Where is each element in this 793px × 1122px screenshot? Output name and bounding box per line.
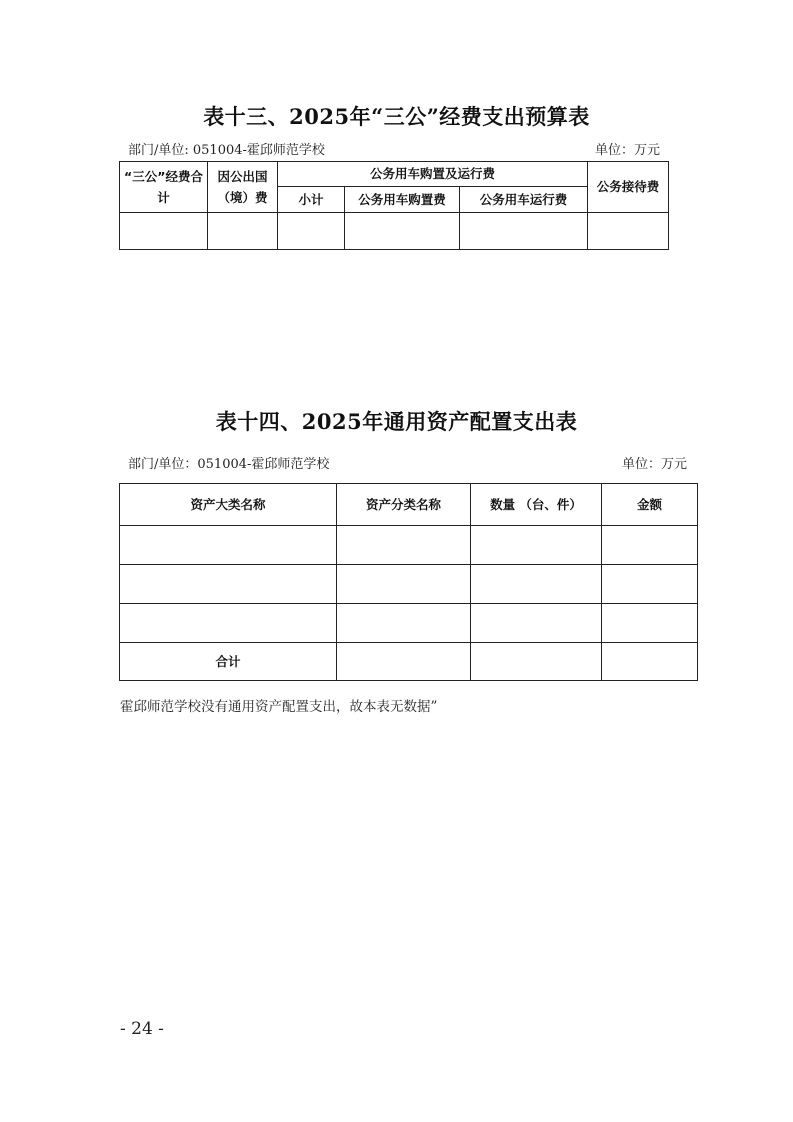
table13-title: 表十三、2025年“三公”经费支出预算表 [203, 104, 590, 129]
three-public-funds-table [119, 161, 669, 250]
table-cell [471, 643, 602, 681]
header-subcategory: 资产分类名称 [337, 484, 471, 526]
total-row [120, 643, 698, 681]
header-quantity: 数量 （台、件） [471, 484, 602, 526]
page-number: - 24 - [120, 1019, 164, 1039]
table-cell [602, 565, 698, 604]
total-label: 合计 [120, 643, 337, 681]
table-cell [471, 526, 602, 565]
no-data-note: 霍邱师范学校没有通用资产配置支出，故本表无数据” [120, 699, 438, 715]
header-amount: 金额 [602, 484, 698, 526]
table-row [120, 213, 669, 250]
table-cell [208, 213, 278, 250]
header-purchase: 公务用车购置费 [345, 187, 460, 213]
table-cell [120, 604, 337, 643]
table-cell [120, 213, 208, 250]
table-cell [120, 526, 337, 565]
table13-dept: 部门/单位: 051004-霍邱师范学校 [128, 143, 325, 158]
table-cell [602, 526, 698, 565]
table-cell [337, 526, 471, 565]
table-cell [588, 213, 669, 250]
table-row [120, 604, 698, 643]
table14-title: 表十四、2025年通用资产配置支出表 [215, 409, 578, 434]
header-reception: 公务接待费 [588, 162, 669, 213]
table-cell [337, 604, 471, 643]
table14-unit: 单位：万元 [622, 457, 688, 472]
table-cell [345, 213, 460, 250]
header-abroad: 因公出国（境）费 [208, 162, 278, 213]
table-cell [337, 643, 471, 681]
header-vehicle-group: 公务用车购置及运行费 [278, 162, 588, 187]
table-cell [602, 643, 698, 681]
table14-dept: 部门/单位：051004-霍邱师范学校 [128, 457, 330, 472]
table-cell [602, 604, 698, 643]
header-subtotal: 小计 [278, 187, 345, 213]
header-operation: 公务用车运行费 [460, 187, 588, 213]
table-cell [337, 565, 471, 604]
table-cell [471, 565, 602, 604]
table13-unit: 单位：万元 [595, 143, 661, 158]
header-total: “三公”经费合计 [120, 162, 208, 213]
table-cell [460, 213, 588, 250]
header-category: 资产大类名称 [120, 484, 337, 526]
table-cell [120, 565, 337, 604]
table-row [120, 526, 698, 565]
asset-allocation-table [119, 483, 698, 681]
table-row [120, 565, 698, 604]
table-cell [471, 604, 602, 643]
table-cell [278, 213, 345, 250]
